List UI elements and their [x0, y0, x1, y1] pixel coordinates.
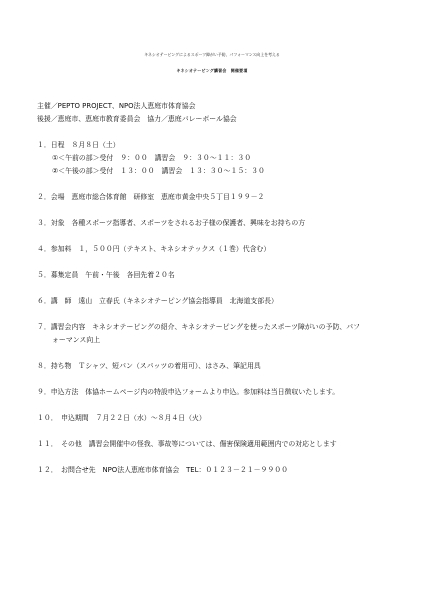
event-subtitle: キネシオテーピングによるスポーツ障がい予防、パフォーマンス向上を考える — [144, 52, 280, 57]
item-target: ３．対象 各種スポーツ指導者、スポーツをされるお子様の保護者、興味をお持ちの方 — [37, 219, 306, 227]
item-other: １１． その他 講習会開催中の怪我、事故等については、傷害保険適用範囲内での対応とします — [37, 440, 337, 448]
item-content-continued: ォーマンス向上 — [52, 336, 101, 344]
host-line: 主催／PEPTO PROJECT、NPO法人恵庭市体育協会 — [37, 102, 196, 110]
item-belongings: ８．持ち物 Ｔシャツ、短パン（スパッツの着用可）、はさみ、筆記用具 — [37, 362, 261, 370]
event-title: キネシオテーピング講習会 開催要項 — [176, 68, 248, 73]
item-contact: １２． お問合せ先 NPO法人恵庭市体育協会 TEL：０１２３－２１－９９００ — [37, 466, 289, 474]
item-deadline: １０． 申込期間 ７月２２日（水）～８月４日（火） — [37, 414, 206, 422]
item-venue: ２．会場 恵庭市総合体育館 研修室 恵庭市黄金中央５丁目１９９－２ — [37, 193, 265, 201]
item-session-pm: ②＜午後の部＞受付 １３：００ 講習会 １３：３０～１５：３０ — [52, 167, 265, 175]
item-date: １．日程 ８月８日（土） — [37, 141, 120, 149]
support-line: 後援／恵庭市、恵庭市教育委員会 協力／恵庭バレーボール協会 — [37, 115, 237, 123]
item-application: ９．申込方法 体協ホームページ内の特設申込フォームより申込。参加料は当日徴収いたします。 — [37, 388, 340, 396]
item-lecturer: ６．講 師 遠山 立春氏（キネシオテーピング協会指導員 北海道支部長） — [37, 297, 278, 305]
item-capacity: ５．募集定員 午前・午後 各回先着２０名 — [37, 271, 175, 279]
item-session-am: ①＜午前の部＞受付 ９：００ 講習会 ９：３０～１１：３０ — [52, 154, 252, 162]
item-fee: ４．参加料 １，５００円（テキスト、キネシオテックス（１巻）代含む） — [37, 245, 271, 253]
item-content: ７．講習会内容 キネシオテーピングの紹介、キネシオテーピングを使ったスポーツ障がいの予防、パフ — [37, 323, 361, 331]
